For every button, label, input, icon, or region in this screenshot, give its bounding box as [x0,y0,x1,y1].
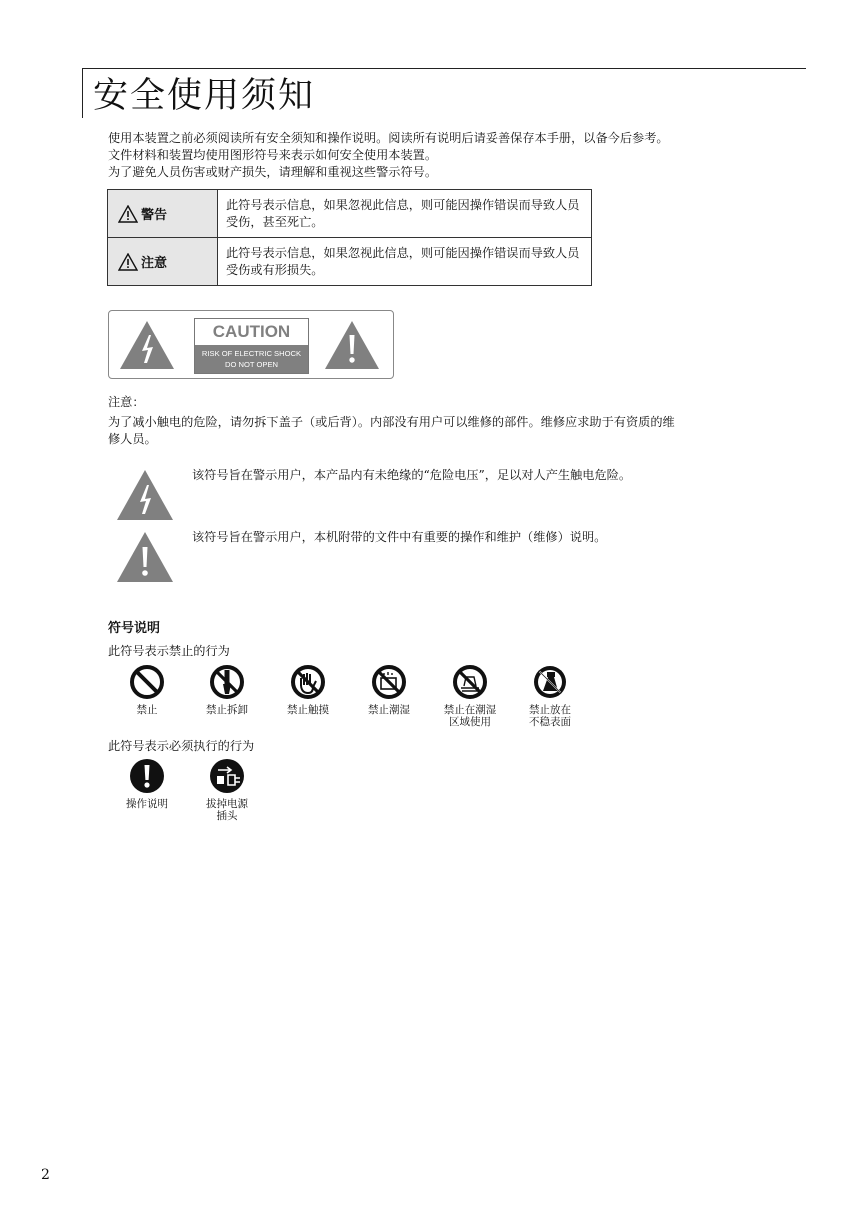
intro-text [108,130,669,181]
symbol-label: 禁止放在 [529,704,571,716]
instruction-icon [129,758,165,794]
caution-label-cell [108,238,218,286]
warning-label-cell [108,190,218,238]
no-wet-icon [371,664,407,700]
symbol-label: 操作说明 [126,798,168,810]
unplug-icon [209,758,245,794]
symbol-no-disassembly [194,664,260,716]
symbol-note: 该符号旨在警示用户，本产品内有未绝缘的“危险电压”，足以对人产生触电危险。 [192,468,632,482]
caution-text: 此符号表示信息，如果忽视此信息，则可能因操作错误而导致人员受伤或有形损失。 [218,238,592,286]
symbol-no-touch [275,664,341,716]
caution-sign [194,318,309,374]
symbol-label: 区域使用 [449,716,491,728]
warning-text: 此符号表示信息，如果忽视此信息，则可能因操作错误而导致人员受伤，甚至死亡。 [218,190,592,238]
lightning-triangle-icon [118,319,176,371]
symbols-heading: 符号说明 [108,621,161,636]
symbol-label: 拔掉电源 [206,798,248,810]
no-unstable-surface-icon [532,664,568,700]
page-title: 安全使用须知 [93,76,316,116]
symbol-instruction [114,758,180,810]
lightning-triangle-icon [115,468,175,522]
caution-label: 注意 [141,256,168,271]
symbol-label: 插头 [216,810,238,822]
intro-line: 使用本装置之前必须阅读所有安全须知和操作说明。阅读所有说明后请妥善保存本手册，以备今后参考。 [108,131,669,145]
title-rule-left [82,68,83,118]
symbol-prohibited [114,664,180,716]
symbol-label: 禁止在潮湿 [443,704,497,716]
prohibited-icon [129,664,165,700]
mandatory-caption: 此符号表示必须执行的行为 [108,739,255,753]
exclamation-triangle-icon [115,530,175,584]
notice-line: 为了减小触电的危险，请勿拆下盖子（或后背）。内部没有用户可以维修的部件。维修应求助于有资质的维 [108,415,675,429]
symbol-label: 禁止 [136,704,158,716]
page-number: 2 [41,1167,50,1183]
exclamation-triangle-icon [323,319,381,371]
symbol-no-unstable-surface [517,664,583,728]
symbol-label: 禁止拆卸 [206,704,248,716]
warning-table [107,189,592,286]
prohibited-caption: 此符号表示禁止的行为 [108,644,230,658]
no-touch-icon [290,664,326,700]
symbol-note: 该符号旨在警示用户，本机附带的文件中有重要的操作和维护（维修）说明。 [192,530,607,544]
caution-line: DO NOT OPEN [224,360,279,369]
symbol-label: 禁止触摸 [287,704,329,716]
warning-triangle-icon [118,253,138,271]
symbol-label: 禁止潮湿 [368,704,410,716]
notice-heading: 注意： [108,395,145,409]
warning-label: 警告 [141,208,168,223]
symbol-unplug [194,758,260,822]
intro-line: 为了避免人员伤害或财产损失，请理解和重视这些警示符号。 [108,165,438,179]
symbol-no-wet [356,664,422,716]
warning-triangle-icon [118,205,138,223]
symbol-no-humid-area [437,664,503,728]
table-row [108,238,592,286]
symbol-label: 不稳表面 [529,716,571,728]
notice-line: 修人员。 [108,432,157,446]
intro-line: 文件材料和装置均使用图形符号来表示如何安全使用本装置。 [108,148,438,162]
caution-line: RISK OF ELECTRIC SHOCK [201,349,302,358]
table-row [108,190,592,238]
no-humid-area-icon [452,664,488,700]
no-disassembly-icon [209,664,245,700]
title-rule [82,68,806,69]
caution-label-graphic [108,310,394,379]
caution-title: CAUTION [212,322,291,341]
